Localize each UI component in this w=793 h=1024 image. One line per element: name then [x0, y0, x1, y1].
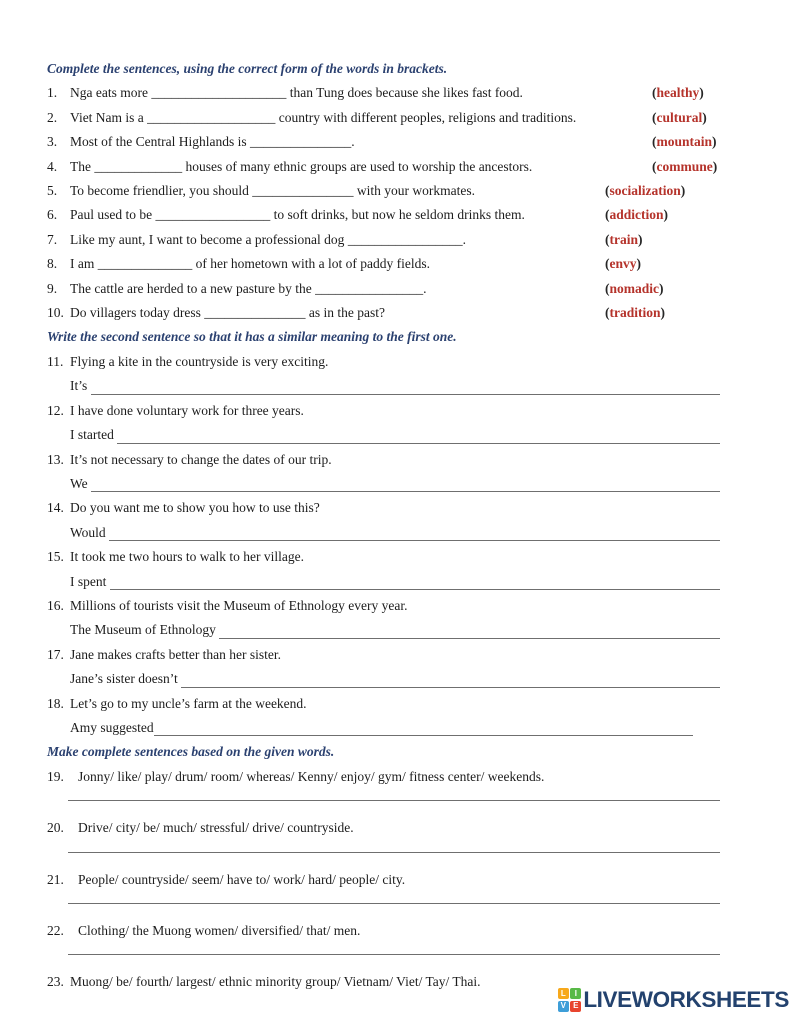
open-paren: (: [605, 207, 610, 223]
exercise-item: [47, 643, 720, 667]
answer-blank[interactable]: _________________: [347, 231, 463, 247]
hint-word: tradition: [609, 305, 661, 321]
hint-word: mountain: [656, 134, 713, 150]
item-number: 5.: [47, 183, 58, 199]
answer-blank[interactable]: _______________: [252, 183, 354, 199]
item-text: Flying a kite in the countryside is very exciting.: [70, 353, 329, 369]
item-number: 7.: [47, 231, 58, 247]
bracket-hint: [605, 301, 665, 325]
logo-square-v: V: [558, 1001, 569, 1012]
item-text: [70, 305, 385, 320]
exercise-item: [47, 203, 720, 227]
exercise-item: [47, 277, 720, 301]
item-number: 11.: [47, 353, 64, 369]
open-paren: (: [605, 256, 610, 272]
exercise-item: [47, 545, 720, 569]
close-paren: ): [712, 134, 717, 150]
bracket-hint: [605, 277, 664, 301]
open-paren: (: [652, 85, 657, 101]
item-text-pre: Do villagers today dress: [70, 305, 205, 321]
hint-word: commune: [656, 158, 713, 174]
item-text: [70, 281, 427, 296]
answer-blank[interactable]: ________________: [315, 280, 424, 296]
bracket-hint: [652, 81, 704, 105]
liveworksheets-logo[interactable]: [558, 987, 789, 1013]
open-paren: (: [605, 280, 610, 296]
exercise-item: [47, 594, 720, 618]
answer-row: [47, 667, 720, 691]
exercise-item: [47, 81, 720, 105]
bracket-hint: [652, 106, 707, 130]
section-3-heading: Make complete sentences based on the given words.: [47, 744, 335, 760]
exercise-item: [47, 179, 720, 203]
item-text-post: houses of many ethnic groups are used to worship the ancestors.: [182, 158, 533, 174]
open-paren: (: [652, 158, 657, 174]
item-text-post: as in the past?: [305, 305, 385, 321]
close-paren: ): [659, 280, 664, 296]
item-number: 8.: [47, 256, 58, 272]
logo-square-e: E: [570, 1001, 581, 1012]
answer-line[interactable]: [109, 540, 720, 541]
item-text: Millions of tourists visit the Museum of Ethnology every year.: [70, 597, 408, 613]
close-paren: ): [636, 256, 641, 272]
item-text: Jane makes crafts better than her sister.: [70, 646, 282, 662]
item-text: People/ countryside/ seem/ have to/ work/ hard/ people/ city.: [78, 871, 406, 887]
item-text-pre: The: [70, 158, 95, 174]
item-number: 3.: [47, 134, 58, 150]
answer-prefix: I started: [70, 427, 118, 443]
open-paren: (: [605, 183, 610, 199]
logo-square-i: I: [570, 988, 581, 999]
item-text-post: to soft drinks, but now he seldom drinks them.: [270, 207, 525, 223]
bracket-hint: [605, 179, 685, 203]
item-text-pre: Like my aunt, I want to become a professional dog: [70, 231, 348, 247]
exercise-item: [47, 868, 720, 892]
answer-row: [47, 570, 720, 594]
item-number: 21.: [47, 871, 64, 887]
close-paren: ): [660, 305, 666, 321]
item-text-post: of her hometown with a lot of paddy fields.: [192, 256, 430, 272]
item-text-post: .: [351, 134, 355, 150]
item-text-pre: I am: [70, 256, 98, 272]
answer-line[interactable]: [68, 903, 720, 904]
close-paren: ): [638, 231, 643, 247]
hint-word: addiction: [609, 207, 664, 223]
item-text: Let’s go to my uncle’s farm at the weekend.: [70, 695, 307, 711]
item-text-pre: Paul used to be: [70, 207, 156, 223]
exercise-item: [47, 496, 720, 520]
section-2-heading: Write the second sentence so that it has a similar meaning to the first one.: [47, 329, 457, 345]
exercise-item: [47, 816, 720, 840]
hint-word: healthy: [656, 85, 700, 101]
answer-line[interactable]: [91, 491, 720, 492]
answer-row: [47, 472, 720, 496]
answer-line[interactable]: [154, 735, 693, 736]
answer-blank[interactable]: _______________: [204, 305, 306, 321]
item-text: [70, 207, 525, 222]
logo-square-l: L: [558, 988, 569, 999]
item-text: [70, 183, 475, 198]
item-text-post: .: [462, 231, 466, 247]
answer-row: [47, 423, 720, 447]
exercise-item: [47, 301, 720, 325]
item-number: 14.: [47, 500, 64, 516]
item-number: 13.: [47, 451, 64, 467]
item-text: I have done voluntary work for three years.: [70, 402, 304, 418]
bracket-hint: [605, 203, 668, 227]
item-text: Jonny/ like/ play/ drum/ room/ whereas/ Kenny/ enjoy/ gym/ fitness center/ weekends.: [78, 768, 545, 784]
exercise-item: [47, 350, 720, 374]
answer-line[interactable]: [110, 589, 720, 590]
answer-line[interactable]: [68, 800, 720, 801]
item-text-post: with your workmates.: [353, 183, 475, 199]
item-text: It took me two hours to walk to her village.: [70, 549, 304, 565]
answer-blank[interactable]: ______________: [97, 256, 193, 272]
item-text: [70, 232, 466, 247]
item-number: 10.: [47, 305, 64, 321]
exercise-item: [47, 228, 720, 252]
item-number: 9.: [47, 280, 58, 296]
item-text: Clothing/ the Muong women/ diversified/ that/ men.: [78, 923, 361, 938]
answer-prefix: We: [70, 475, 92, 491]
bracket-hint: [605, 228, 643, 252]
close-paren: ): [712, 158, 718, 174]
item-text-pre: Most of the Central Highlands is: [70, 134, 250, 150]
answer-blank[interactable]: _______________: [249, 134, 352, 150]
answer-blank[interactable]: ___________________: [147, 109, 276, 125]
exercise-item: [47, 106, 720, 130]
exercise-item: [47, 919, 720, 943]
item-number: 20.: [47, 820, 64, 836]
logo-text: LIVEWORKSHEETS: [583, 987, 789, 1012]
exercise-item: [47, 155, 720, 179]
item-number: 18.: [47, 695, 64, 711]
item-text-post: country with different peoples, religions and traditions.: [275, 109, 577, 125]
exercise-item: [47, 399, 720, 423]
item-text: Do you want me to show you how to use this?: [70, 500, 320, 516]
bracket-hint: [652, 130, 717, 154]
close-paren: ): [680, 183, 686, 199]
answer-prefix: Would: [70, 524, 110, 540]
answer-line[interactable]: [117, 443, 720, 444]
answer-prefix: Jane’s sister doesn’t: [70, 671, 182, 687]
answer-prefix: It’s: [70, 378, 91, 394]
section-1-heading: Complete the sentences, using the correct form of the words in brackets.: [47, 61, 448, 76]
hint-word: train: [609, 231, 638, 247]
answer-blank[interactable]: _____________: [94, 158, 183, 174]
hint-word: envy: [609, 256, 637, 272]
item-number: 16.: [47, 597, 64, 613]
close-paren: ): [699, 85, 704, 101]
item-text-pre: The cattle are herded to a new pasture by the: [70, 280, 316, 296]
answer-line[interactable]: [68, 852, 720, 853]
item-number: 1.: [47, 85, 58, 101]
bracket-hint: [605, 252, 641, 276]
item-text: Drive/ city/ be/ much/ stressful/ drive/ countryside.: [78, 820, 354, 836]
item-number: 12.: [47, 402, 64, 418]
item-text: Muong/ be/ fourth/ largest/ ethnic minority group/ Vietnam/ Viet/ Tay/ Thai.: [70, 974, 481, 990]
item-number: 15.: [47, 549, 64, 565]
open-paren: (: [605, 231, 610, 247]
answer-prefix: The Museum of Ethnology: [70, 622, 220, 638]
open-paren: (: [605, 305, 610, 321]
item-text: It’s not necessary to change the dates of our trip.: [70, 451, 332, 467]
open-paren: (: [652, 109, 657, 125]
item-text-pre: Viet Nam is a: [70, 109, 148, 125]
item-text: [70, 110, 576, 125]
item-number: 6.: [47, 207, 58, 223]
exercise-item: [47, 692, 720, 716]
answer-row: [47, 618, 720, 642]
item-number: 17.: [47, 646, 64, 662]
answer-line[interactable]: [91, 394, 720, 395]
hint-word: cultural: [656, 109, 703, 125]
answer-blank[interactable]: ____________________: [151, 85, 287, 101]
item-text-post: than Tung does because she likes fast food.: [286, 85, 523, 101]
item-number: 19.: [47, 768, 64, 784]
exercise-item: [47, 765, 720, 789]
item-text-post: .: [423, 280, 427, 296]
hint-word: socialization: [609, 183, 681, 199]
answer-row: [47, 374, 720, 398]
item-text: [70, 256, 430, 271]
item-number: 22.: [47, 923, 64, 938]
item-text: [70, 159, 532, 174]
bracket-hint: [652, 155, 717, 179]
item-text-pre: Nga eats more: [70, 85, 152, 101]
item-number: 4.: [47, 158, 58, 174]
item-number: 2.: [47, 109, 58, 125]
exercise-item: [47, 130, 720, 154]
exercise-item: [47, 252, 720, 276]
answer-row: [47, 716, 720, 740]
answer-blank[interactable]: _________________: [155, 207, 271, 223]
answer-line[interactable]: [181, 687, 720, 688]
exercise-item: [47, 448, 720, 472]
hint-word: nomadic: [609, 280, 660, 296]
answer-row: [47, 521, 720, 545]
item-text: [70, 85, 523, 100]
open-paren: (: [652, 134, 657, 150]
close-paren: ): [663, 207, 669, 223]
item-text-pre: To become friendlier, you should: [70, 183, 253, 199]
item-text: [70, 134, 355, 149]
answer-prefix: Amy suggested: [70, 719, 154, 735]
close-paren: ): [702, 109, 707, 125]
answer-line[interactable]: [68, 954, 720, 955]
answer-line[interactable]: [219, 638, 720, 639]
liveworksheets-logo-icon: [558, 988, 582, 1012]
item-number: 23.: [47, 974, 64, 990]
answer-prefix: I spent: [70, 573, 110, 589]
